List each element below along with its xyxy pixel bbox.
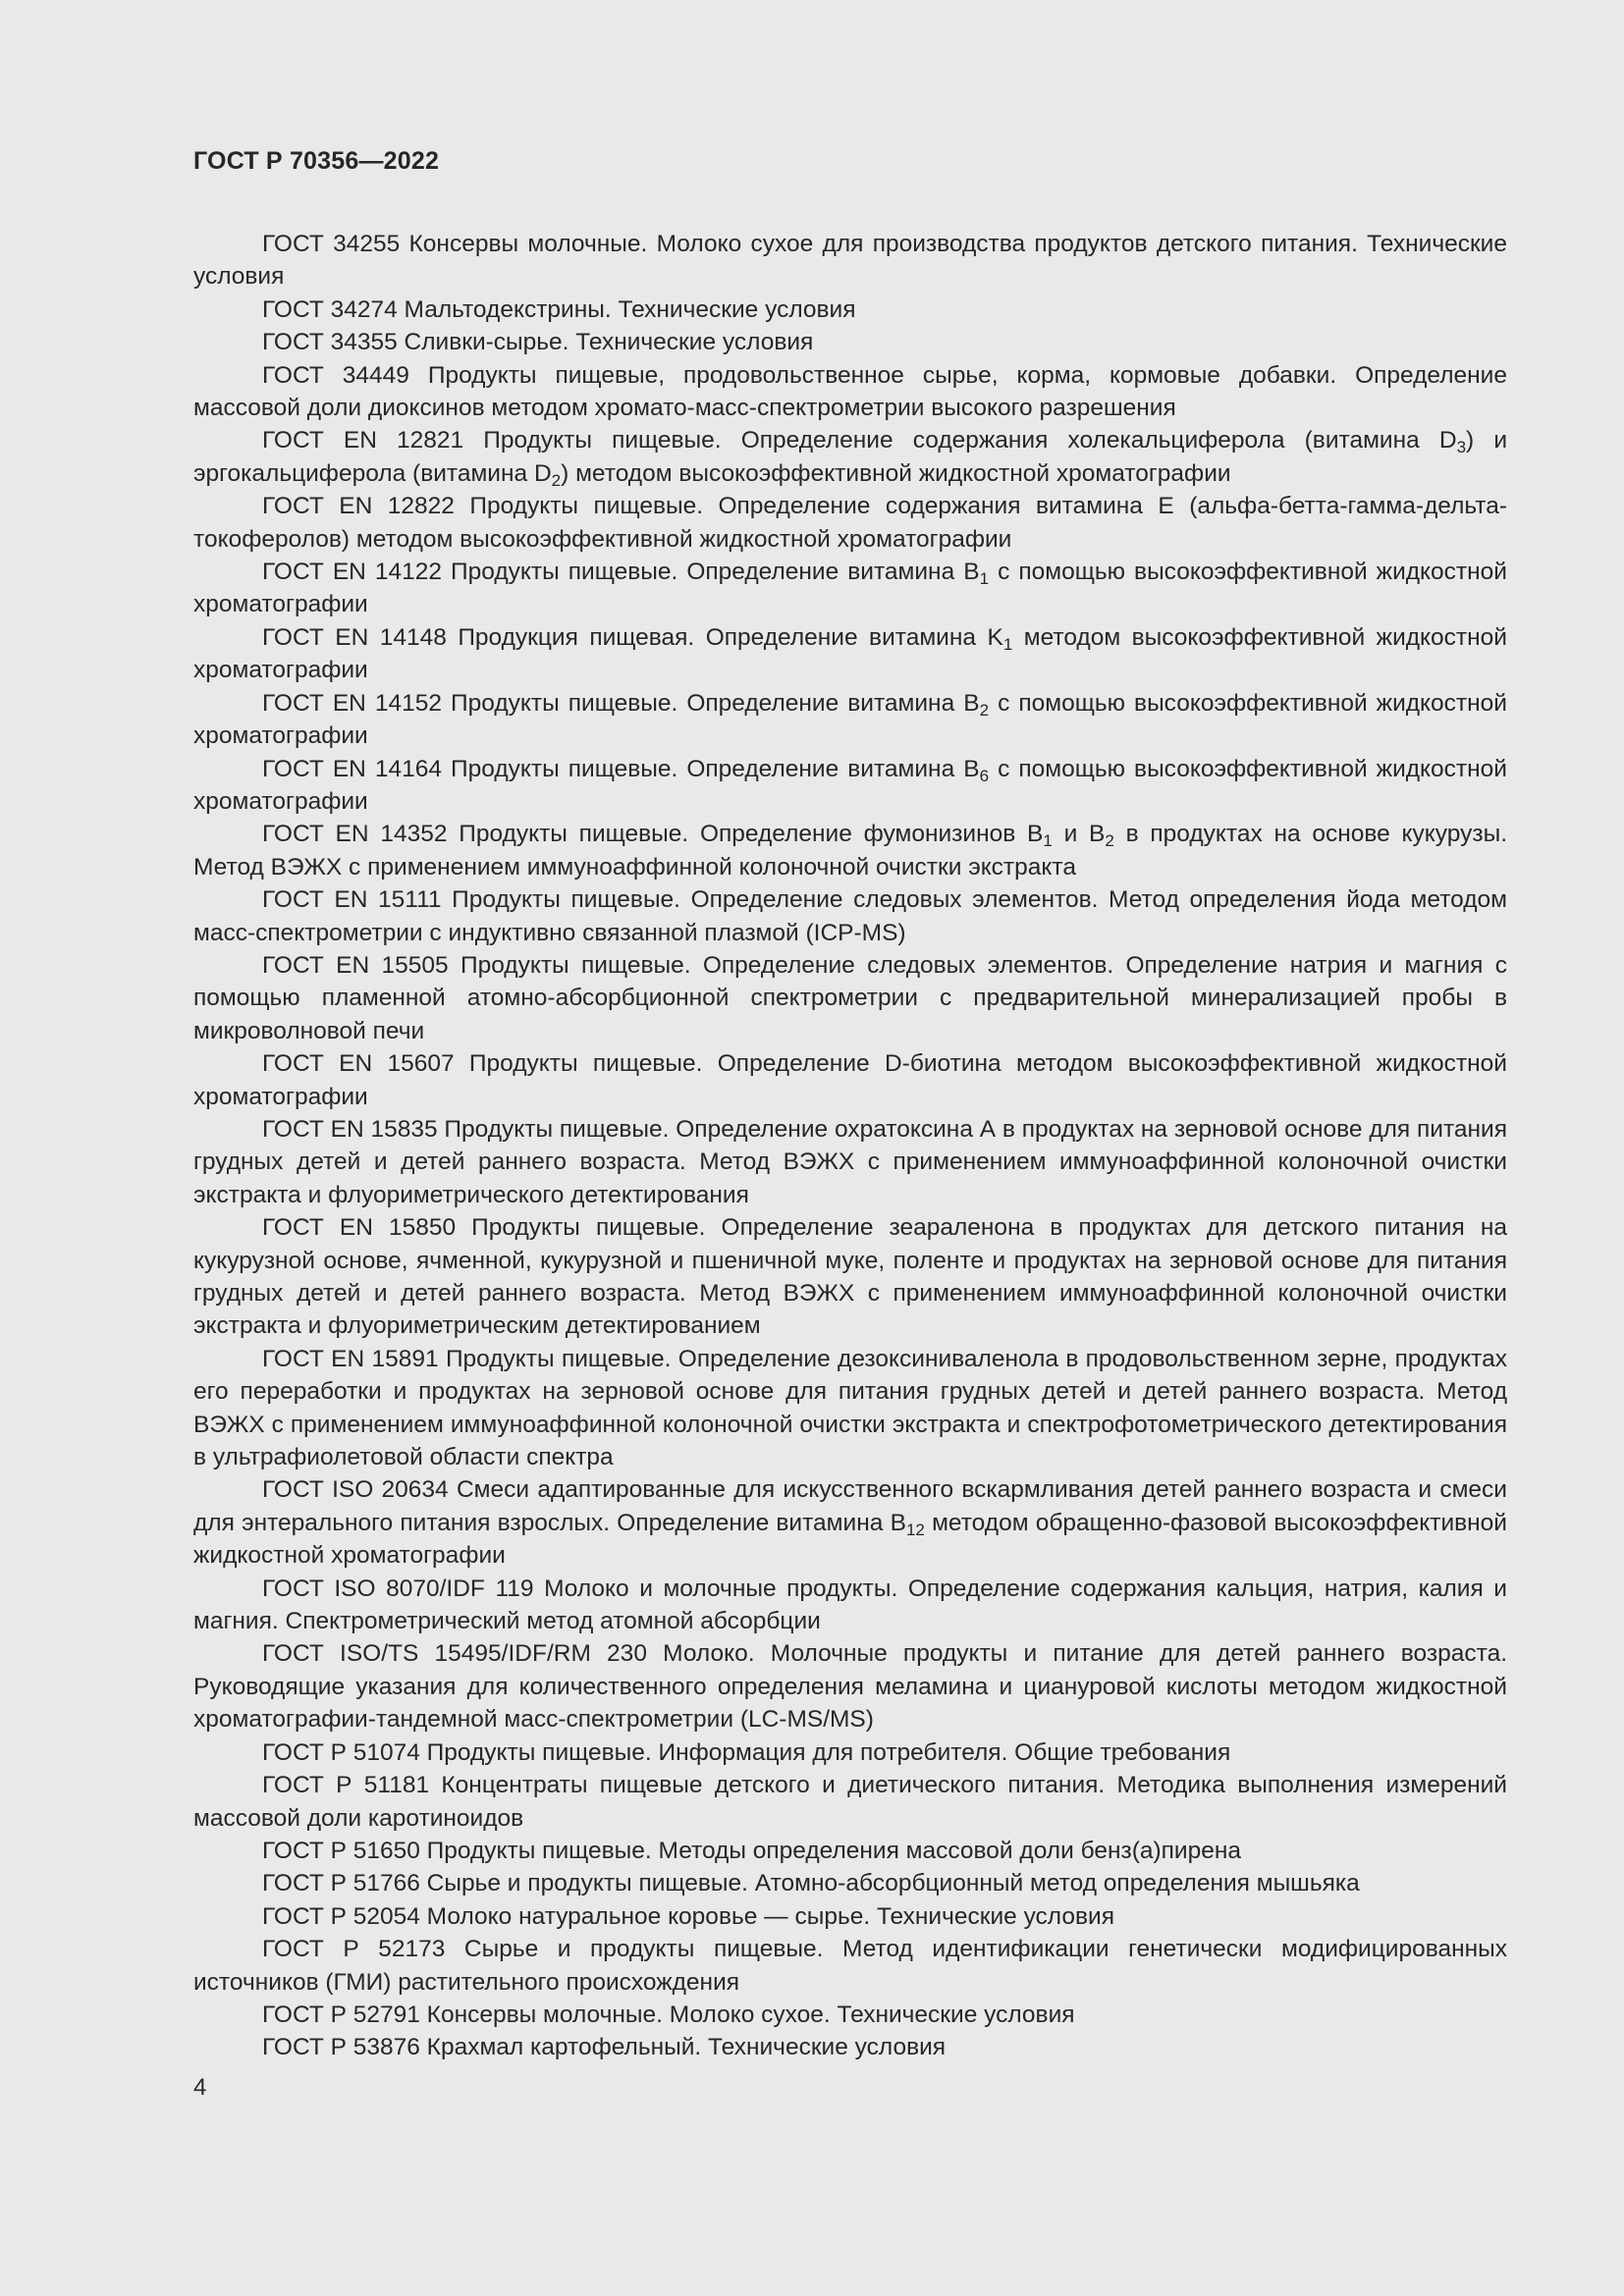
reference-text: ГОСТ Р 51181 Концентраты пищевые детского и диетического питания. Методика выполнения измерений массовой доли каротиноидов bbox=[193, 1772, 1507, 1832]
reference-text: с помощью высокоэффективной жидкостной хроматографии bbox=[193, 755, 1507, 815]
reference-text: ГОСТ 34255 Консервы молочные. Молоко сухое для производства продуктов детского питания. Технические условия bbox=[193, 231, 1507, 291]
reference-text: методом высокоэффективной жидкостной хроматографии bbox=[193, 623, 1507, 684]
reference-item bbox=[193, 326, 1507, 358]
subscript: 2 bbox=[551, 470, 562, 490]
reference-item bbox=[193, 1343, 1507, 1474]
reference-text: ГОСТ EN 14148 Продукция пищевая. Определение витамина K bbox=[262, 623, 1003, 651]
reference-text: ГОСТ EN 14152 Продукты пищевые. Определение витамина B bbox=[262, 689, 980, 717]
reference-item bbox=[193, 1736, 1507, 1769]
reference-text: ) методом высокоэффективной жидкостной хроматографии bbox=[561, 459, 1231, 487]
reference-text: ) и эргокальциферола (витамина D bbox=[193, 427, 1507, 487]
reference-text: ГОСТ EN 15835 Продукты пищевые. Определение охратоксина А в продуктах на зерновой основе для питания грудных детей и детей раннего возраста. Метод ВЭЖХ с применением иммуноаффинной колоночной очистки экстракта и флуориметрического детектирования bbox=[193, 1115, 1507, 1208]
reference-text: ГОСТ Р 53876 Крахмал картофельный. Технические условия bbox=[262, 2034, 947, 2061]
reference-item bbox=[193, 556, 1507, 621]
reference-item bbox=[193, 687, 1507, 753]
subscript: 1 bbox=[1043, 831, 1053, 851]
reference-text: ГОСТ Р 52173 Сырье и продукты пищевые. Метод идентификации генетически модифицированных источников (ГМИ) растительного происхождения bbox=[193, 1936, 1507, 1996]
reference-item bbox=[193, 490, 1507, 556]
reference-item bbox=[193, 1113, 1507, 1211]
reference-text: с помощью высокоэффективной жидкостной хроматографии bbox=[193, 689, 1507, 750]
reference-item bbox=[193, 294, 1507, 326]
reference-text: ГОСТ 34274 Мальтодекстрины. Технические условия bbox=[262, 295, 856, 323]
document-header: ГОСТ Р 70356—2022 bbox=[193, 147, 440, 175]
reference-text: ГОСТ Р 52791 Консервы молочные. Молоко сухое. Технические условия bbox=[262, 2001, 1075, 2028]
reference-text: в продуктах на основе кукурузы. Метод ВЭЖХ с применением иммуноаффинной колоночной очистки экстракта bbox=[193, 821, 1508, 881]
reference-item bbox=[193, 1211, 1507, 1343]
reference-text: ГОСТ ISO/TS 15495/IDF/RM 230 Молоко. Молочные продукты и питание для детей раннего возраста. Руководящие указания для количественного определения меламина и циануровой кислоты методом жидкостной хроматографии-тандемной масс-спектрометрии (LC-MS/MS) bbox=[193, 1640, 1507, 1734]
subscript: 1 bbox=[979, 569, 990, 589]
reference-text: ГОСТ EN 15607 Продукты пищевые. Определение D-биотина методом высокоэффективной жидкостной хроматографии bbox=[193, 1050, 1507, 1110]
reference-text: ГОСТ EN 14164 Продукты пищевые. Определение витамина B bbox=[262, 755, 980, 782]
reference-item bbox=[193, 424, 1507, 490]
reference-text: ГОСТ Р 52054 Молоко натуральное коровье — сырье. Технические условия bbox=[262, 1902, 1114, 1930]
reference-text: ГОСТ 34449 Продукты пищевые, продовольственное сырье, корма, кормовые добавки. Определение массовой доли диоксинов методом хромато-масс-спектрометрии высокого разрешения bbox=[193, 361, 1507, 422]
reference-text: ГОСТ EN 14122 Продукты пищевые. Определение витамина В bbox=[262, 559, 980, 586]
reference-text: ГОСТ Р 51650 Продукты пищевые. Методы определения массовой доли бенз(а)пирена bbox=[262, 1837, 1242, 1864]
reference-item bbox=[193, 949, 1507, 1047]
reference-item bbox=[193, 1769, 1507, 1835]
reference-item bbox=[193, 228, 1507, 294]
reference-item bbox=[193, 359, 1507, 425]
reference-item bbox=[193, 883, 1507, 949]
reference-item bbox=[193, 1867, 1507, 1899]
subscript: 6 bbox=[979, 766, 990, 785]
subscript: 2 bbox=[979, 700, 990, 720]
reference-text: ГОСТ 34355 Сливки-сырье. Технические условия bbox=[262, 329, 814, 356]
reference-item bbox=[193, 1900, 1507, 1933]
reference-text: методом обращенно-фазовой высокоэффективной жидкостной хроматографии bbox=[193, 1509, 1507, 1570]
reference-item bbox=[193, 818, 1507, 883]
reference-item bbox=[193, 753, 1507, 819]
reference-item bbox=[193, 1473, 1507, 1572]
subscript: 12 bbox=[905, 1520, 925, 1539]
reference-text: с помощью высокоэффективной жидкостной хроматографии bbox=[193, 559, 1507, 618]
reference-text: ГОСТ EN 12821 Продукты пищевые. Определение содержания холекальциферола (витамина D bbox=[262, 427, 1457, 454]
reference-text: ГОСТ ISO 8070/IDF 119 Молоко и молочные продукты. Определение содержания кальция, натрия, калия и магния. Спектрометрический метод атомной абсорбции bbox=[193, 1575, 1507, 1635]
reference-item bbox=[193, 1835, 1507, 1867]
reference-item bbox=[193, 1999, 1507, 2031]
reference-text: ГОСТ Р 51074 Продукты пищевые. Информация для потребителя. Общие требования bbox=[262, 1738, 1231, 1766]
page-number: 4 bbox=[193, 2074, 207, 2101]
reference-item bbox=[193, 1637, 1507, 1735]
reference-text: ГОСТ EN 15505 Продукты пищевые. Определение следовых элементов. Определение натрия и магния с помощью пламенной атомно-абсорбционной спектрометрии с предварительной минерализацией пробы в микроволновой печи bbox=[193, 951, 1507, 1044]
reference-item bbox=[193, 1047, 1507, 1113]
reference-text: ГОСТ EN 15891 Продукты пищевые. Определение дезоксиниваленола в продовольственном зерне, продуктах его переработки и продуктах на зерновой основе для питания грудных детей и детей раннего возраста. Метод ВЭЖХ с применением иммуноаффинной колоночной очистки экстракта и спектрофотометрического детектирования в ультрафиолетовой области спектра bbox=[193, 1345, 1507, 1471]
reference-text: ГОСТ ISO 20634 Смеси адаптированные для искусственного вскармливания детей раннего возраста и смеси для энтерального питания взрослых. Определение витамина B bbox=[193, 1476, 1507, 1536]
reference-text: ГОСТ Р 51766 Сырье и продукты пищевые. Атомно-абсорбционный метод определения мышьяка bbox=[262, 1870, 1360, 1897]
reference-item bbox=[193, 1573, 1507, 1638]
reference-text: ГОСТ EN 15111 Продукты пищевые. Определение следовых элементов. Метод определения йода методом масс-спектрометрии с индуктивно связанной плазмой (ICP-MS) bbox=[193, 886, 1507, 946]
reference-text: ГОСТ EN 15850 Продукты пищевые. Определение зеараленона в продуктах для детского питания на кукурузной основе, ячменной, кукурузной и пшеничной муке, поленте и продуктах на зерновой основе для питания грудных детей и детей раннего возраста. Метод ВЭЖХ с применением иммуноаффинной колоночной очистки экстракта и флуориметрическим детектированием bbox=[193, 1214, 1507, 1340]
subscript: 2 bbox=[1105, 831, 1114, 851]
reference-text: ГОСТ EN 14352 Продукты пищевые. Определение фумонизинов B bbox=[262, 821, 1044, 848]
reference-item bbox=[193, 621, 1507, 687]
reference-text: ГОСТ EN 12822 Продукты пищевые. Определение содержания витамина Е (альфа-бетта-гамма-дельта-токоферолов) методом высокоэффективной жидкостной хроматографии bbox=[193, 493, 1507, 553]
normative-references-list bbox=[193, 228, 1507, 2064]
reference-text: и B bbox=[1052, 821, 1106, 848]
reference-item bbox=[193, 1933, 1507, 1999]
reference-item bbox=[193, 2031, 1507, 2063]
subscript: 1 bbox=[1002, 634, 1013, 654]
subscript: 3 bbox=[1456, 438, 1467, 457]
